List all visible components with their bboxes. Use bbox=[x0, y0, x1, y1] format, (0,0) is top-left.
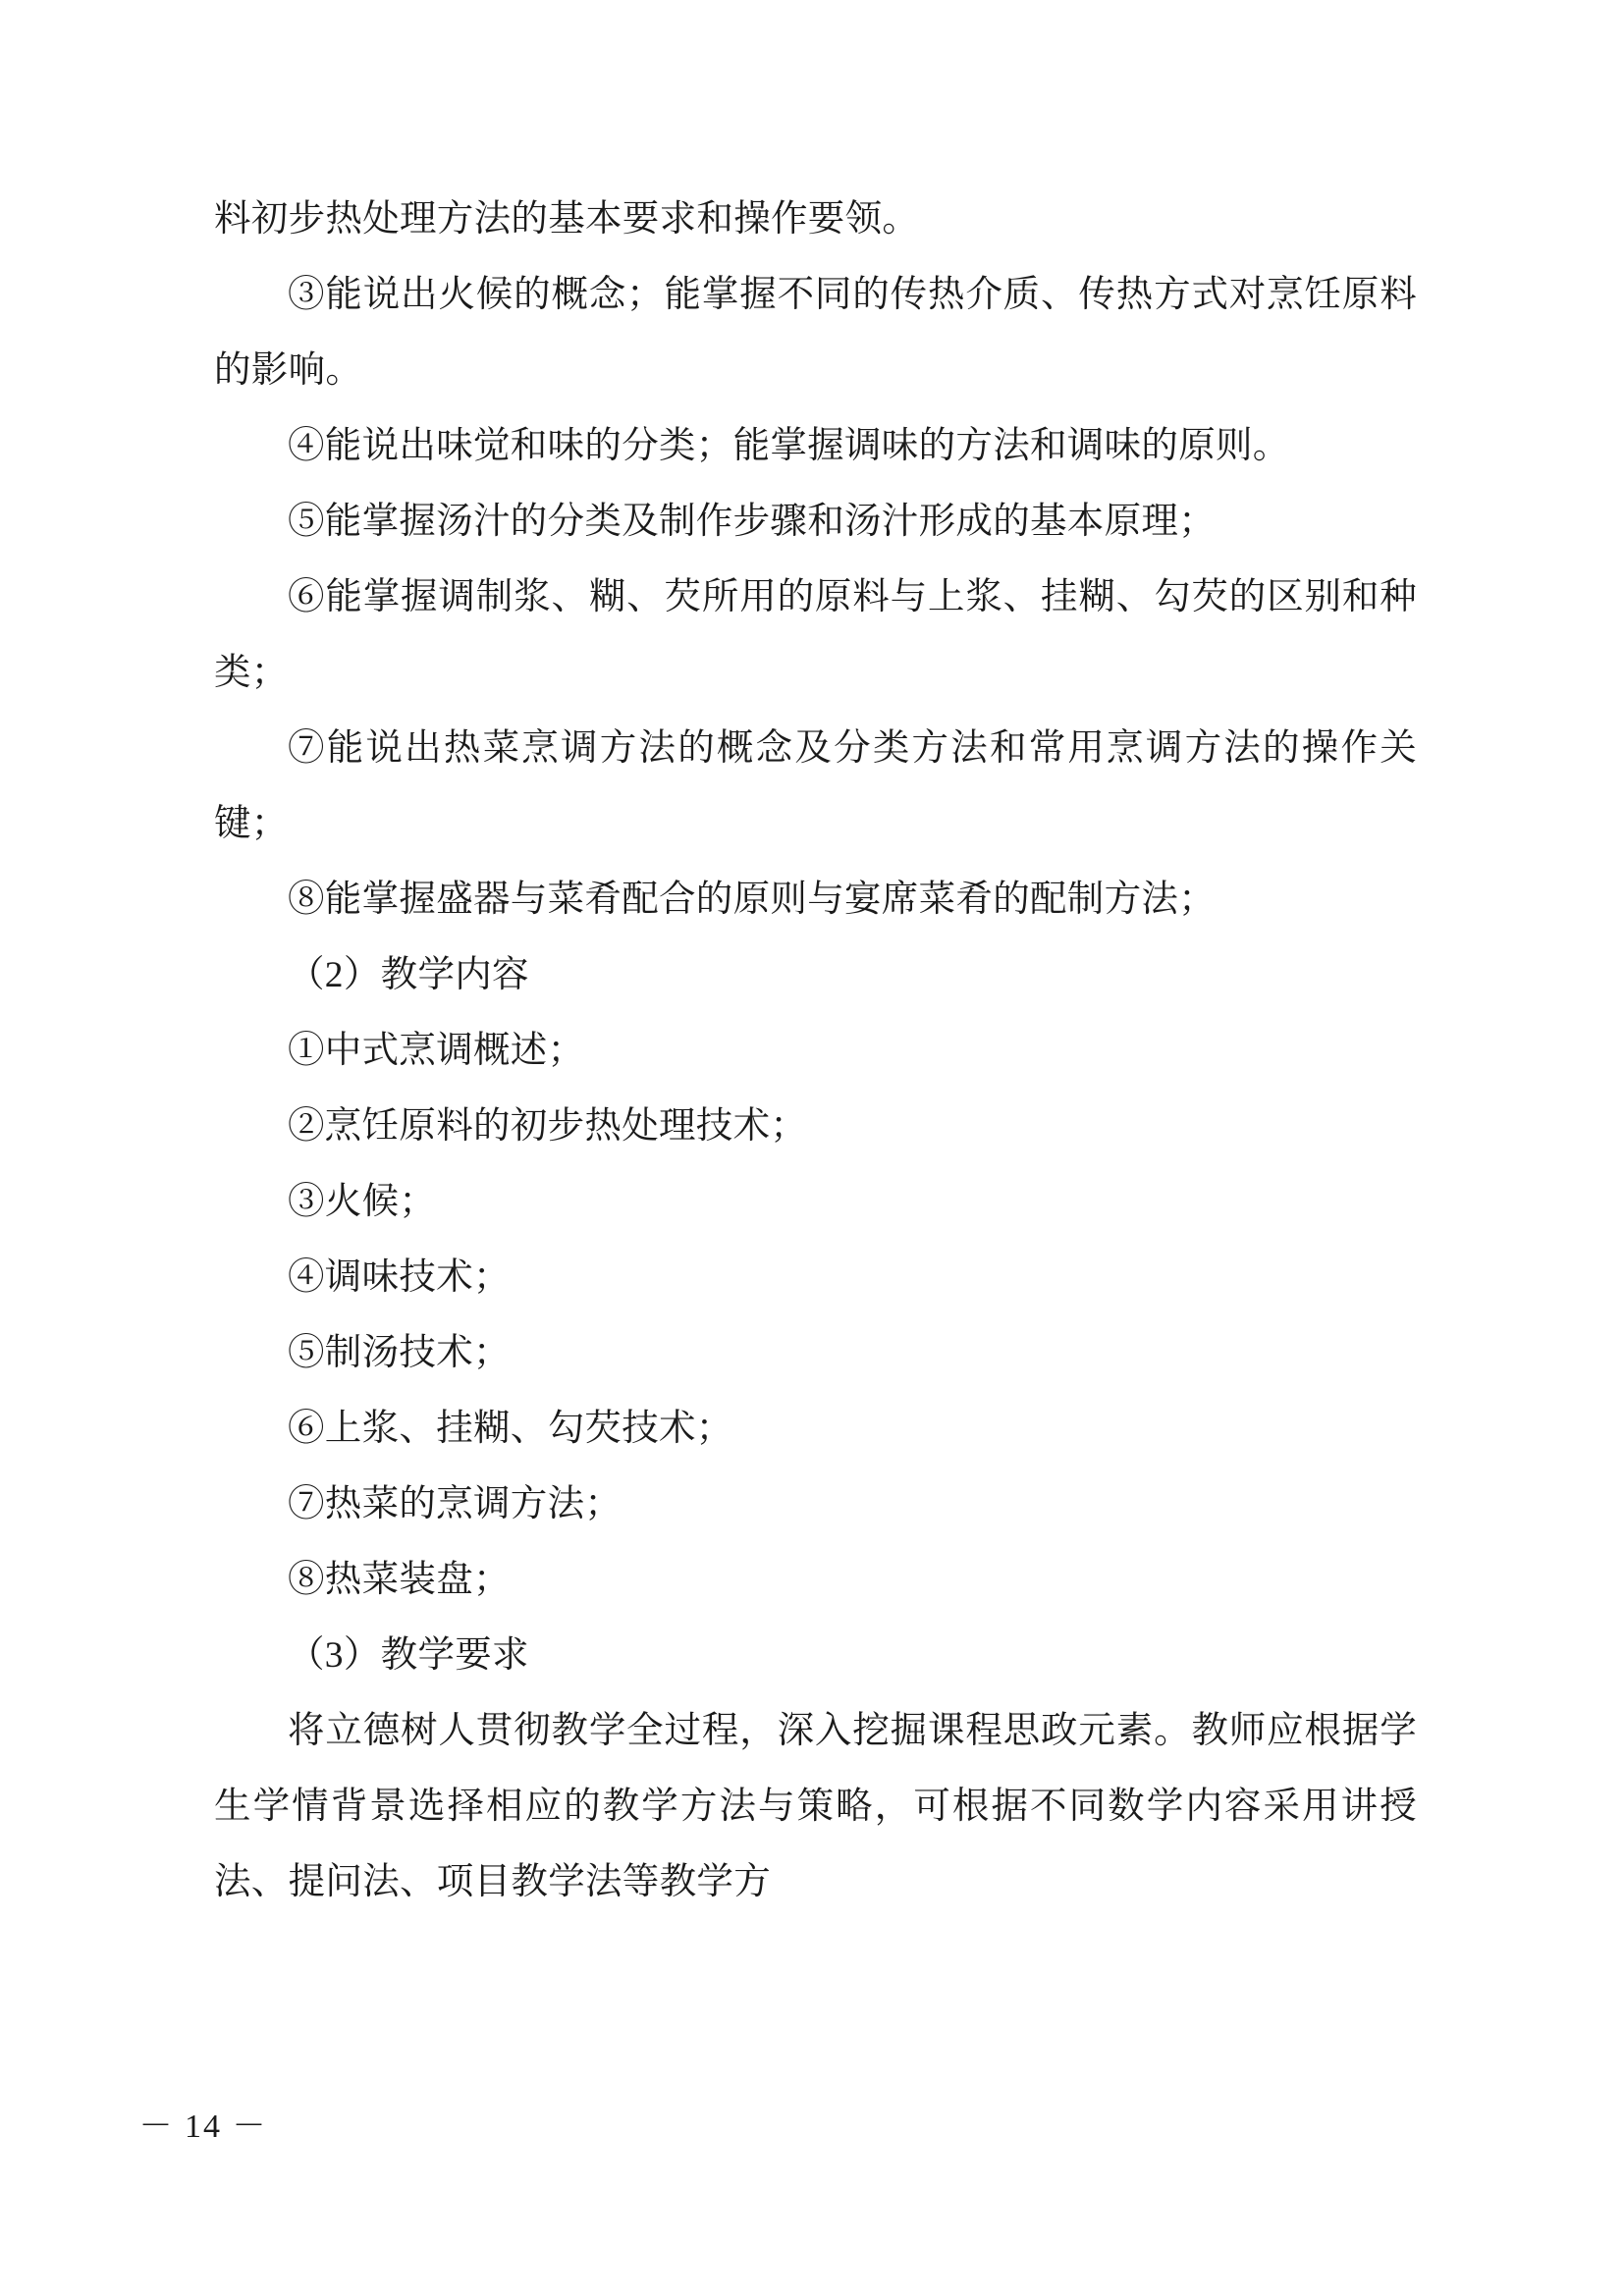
page-number: － 14 － bbox=[138, 2109, 268, 2145]
paragraph: ⑧热菜装盘； bbox=[288, 1560, 511, 1600]
paragraph: 将立德树人贯彻教学全过程，深入挖掘课程思政元素。教师应根据学生学情背景选择相应的教学方法与策略，可根据不同数学内容采用讲授法、提问法、项目教学法等教学方 bbox=[214, 1711, 1417, 1902]
paragraph: ⑦能说出热菜烹调方法的概念及分类方法和常用烹调方法的操作关键； bbox=[214, 728, 1417, 844]
paragraph: ⑦热菜的烹调方法； bbox=[288, 1484, 623, 1524]
paragraph: ⑥上浆、挂糊、勾芡技术； bbox=[288, 1409, 733, 1449]
paragraph: ⑤能掌握汤汁的分类及制作步骤和汤汁形成的基本原理； bbox=[288, 502, 1216, 542]
paragraph: （3）教学要求 bbox=[288, 1635, 529, 1676]
paragraph: ③火候； bbox=[288, 1182, 437, 1222]
paragraph: ③能说出火候的概念；能掌握不同的传热介质、传热方式对烹饪原料的影响。 bbox=[214, 275, 1417, 391]
paragraph: ⑧能掌握盛器与菜肴配合的原则与宴席菜肴的配制方法； bbox=[288, 880, 1216, 920]
paragraph: ⑤制汤技术； bbox=[288, 1333, 511, 1373]
paragraph: ⑥能掌握调制浆、糊、芡所用的原料与上浆、挂糊、勾芡的区别和种类； bbox=[214, 577, 1417, 693]
page-body bbox=[214, 182, 1417, 1920]
paragraph: ①中式烹调概述； bbox=[288, 1031, 585, 1071]
paragraph: ④调味技术； bbox=[288, 1257, 511, 1298]
paragraph: ④能说出味觉和味的分类；能掌握调味的方法和调味的原则。 bbox=[288, 426, 1290, 466]
paragraph: 料初步热处理方法的基本要求和操作要领。 bbox=[214, 199, 920, 240]
paragraph: （2）教学内容 bbox=[288, 955, 529, 995]
paragraph: ②烹饪原料的初步热处理技术； bbox=[288, 1106, 808, 1147]
page-footer bbox=[0, 2099, 1624, 2147]
